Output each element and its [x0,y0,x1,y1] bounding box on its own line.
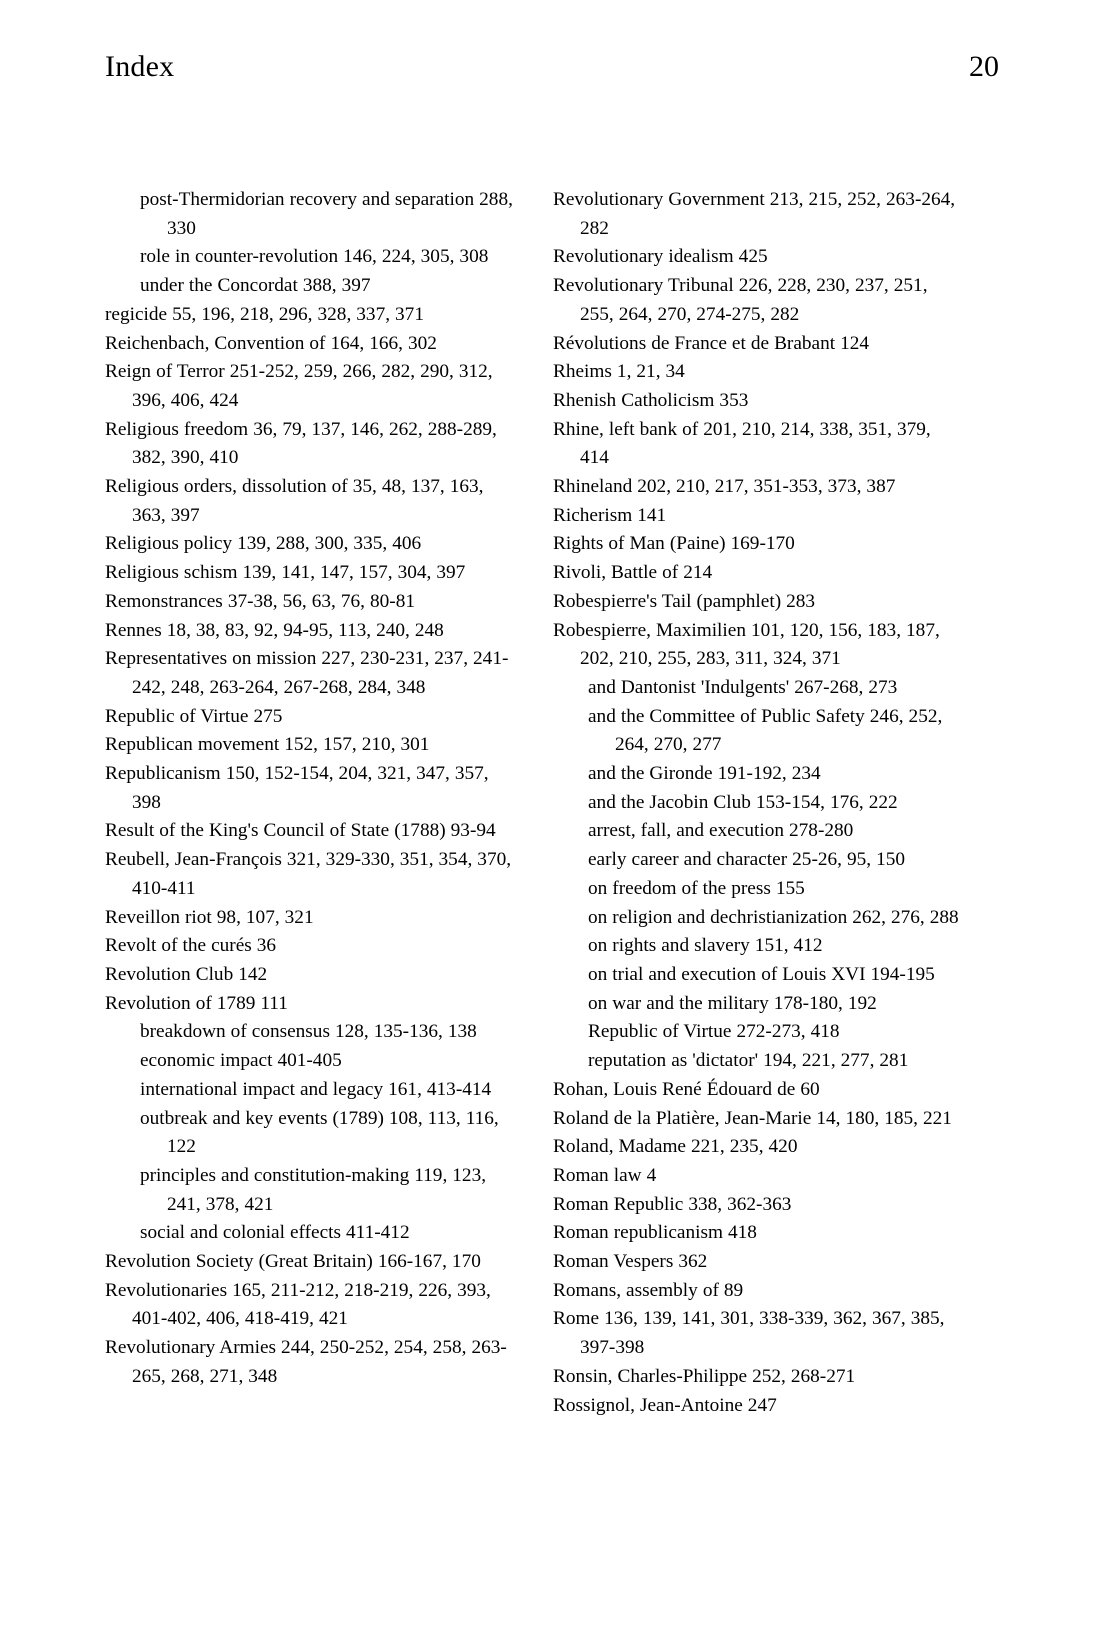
index-entry: Roland de la Platière, Jean-Marie 14, 180, 185, 221 [553,1107,952,1129]
index-entry: Rights of Man (Paine) 169-170 [553,533,795,555]
index-entry: Reichenbach, Convention of 164, 166, 302 [105,332,437,354]
index-subentry: Republic of Virtue 272-273, 418 [588,1021,840,1043]
index-subentry: on war and the military 178-180, 192 [588,992,877,1014]
page-header [105,52,999,82]
index-entry: Rhenish Catholicism 353 [553,389,749,411]
index-entry: Roman Vespers 362 [553,1251,708,1273]
index-entry: Religious orders, dissolution of 35, 48, 137, 163, 363, 397 [105,476,484,526]
index-entry: Representatives on mission 227, 230-231, 237, 241-242, 248, 263-264, 267-268, 284, 348 [105,648,509,698]
index-entry: Rohan, Louis René Édouard de 60 [553,1078,820,1100]
index-entry: Rhineland 202, 210, 217, 351-353, 373, 387 [553,476,896,498]
index-entry: Rheims 1, 21, 34 [553,361,685,383]
index-entry: Rome 136, 139, 141, 301, 338-339, 362, 367, 385, 397-398 [553,1308,945,1359]
page-title: Index [105,50,175,83]
index-entry: Roman republicanism 418 [553,1222,757,1244]
index-entry: Rhine, left bank of 201, 210, 214, 338, 351, 379, 414 [553,418,931,469]
index-subentry: under the Concordat 388, 397 [140,275,371,297]
index-entry: Revolutionary idealism 425 [553,246,768,268]
index-entry: Remonstrances 37-38, 56, 63, 76, 80-81 [105,590,415,612]
index-subentry: economic impact 401-405 [140,1050,342,1072]
index-entry: Republic of Virtue 275 [105,705,283,727]
index-subentry: arrest, fall, and execution 278-280 [588,820,854,842]
page-number: 20 [969,50,999,83]
index-subentry: on rights and slavery 151, 412 [588,935,823,957]
index-subentry: principles and constitution-making 119, 123, 241, 378, 421 [140,1164,487,1215]
index-entry: Revolutionaries 165, 211-212, 218-219, 226, 393, 401-402, 406, 418-419, 421 [105,1279,491,1330]
index-entry: Rivoli, Battle of 214 [553,562,713,584]
index-subentry: on trial and execution of Louis XVI 194-195 [588,963,935,985]
index-entry: Revolutionary Tribunal 226, 228, 230, 237, 251, 255, 264, 270, 274-275, 282 [553,275,928,325]
index-entry: Roland, Madame 221, 235, 420 [553,1136,798,1158]
index-entry: Revolution Club 142 [105,963,268,985]
index-entry: Religious policy 139, 288, 300, 335, 406 [105,533,422,555]
index-subentry: role in counter-revolution 146, 224, 305, 308 [140,246,489,268]
index-entry: Rennes 18, 38, 83, 92, 94-95, 113, 240, 248 [105,619,444,641]
index-entry: Robespierre, Maximilien 101, 120, 156, 183, 187, 202, 210, 255, 283, 311, 324, 371 [553,619,940,670]
index-entry: Roman law 4 [553,1164,657,1186]
index-entry: Religious freedom 36, 79, 137, 146, 262, 288-289, 382, 390, 410 [105,418,497,469]
index-entry: Rossignol, Jean-Antoine 247 [553,1394,777,1416]
index-subentry: on freedom of the press 155 [588,877,805,899]
index-entry: Religious schism 139, 141, 147, 157, 304, 397 [105,562,466,584]
index-entry: Result of the King's Council of State (1788) 93-94 [105,820,496,842]
index-subentry: international impact and legacy 161, 413-414 [140,1078,492,1100]
index-column-left [105,186,515,1420]
index-entry: Reveillon riot 98, 107, 321 [105,906,314,928]
index-entry: regicide 55, 196, 218, 296, 328, 337, 371 [105,303,424,325]
index-entry: Revolutionary Armies 244, 250-252, 254, 258, 263-265, 268, 271, 348 [105,1337,507,1387]
index-entry: Richerism 141 [553,504,667,526]
index-column-right [553,186,963,1420]
index-entry: Revolution of 1789 111 [105,992,288,1014]
index-entry: Révolutions de France et de Brabant 124 [553,332,870,354]
index-entry: Romans, assembly of 89 [553,1279,744,1301]
index-entry: Ronsin, Charles-Philippe 252, 268-271 [553,1365,856,1387]
index-entry: Roman Republic 338, 362-363 [553,1193,792,1215]
index-subentry: early career and character 25-26, 95, 150 [588,849,906,871]
index-subentry: reputation as 'dictator' 194, 221, 277, 281 [588,1050,909,1072]
index-subentry: and Dantonist 'Indulgents' 267-268, 273 [588,676,898,698]
index-entry: Reign of Terror 251-252, 259, 266, 282, 290, 312, 396, 406, 424 [105,361,493,411]
index-subentry: and the Gironde 191-192, 234 [588,763,821,785]
index-subentry: and the Committee of Public Safety 246, 252, 264, 270, 277 [588,705,943,756]
index-entry: Republican movement 152, 157, 210, 301 [105,734,430,756]
index-entry: Republicanism 150, 152-154, 204, 321, 347, 357, 398 [105,763,489,813]
index-subentry: on religion and dechristianization 262, 276, 288 [588,906,959,928]
index-entry: Revolt of the curés 36 [105,935,277,957]
index-subentry: social and colonial effects 411-412 [140,1222,410,1244]
index-entry: Reubell, Jean-François 321, 329-330, 351, 354, 370, 410-411 [105,849,512,899]
index-entry: Revolutionary Government 213, 215, 252, 263-264, 282 [553,189,956,239]
index-entry: Robespierre's Tail (pamphlet) 283 [553,590,816,612]
index-subentry: breakdown of consensus 128, 135-136, 138 [140,1021,477,1043]
index-subentry: and the Jacobin Club 153-154, 176, 222 [588,791,898,813]
index-columns [105,186,999,1420]
index-subentry: outbreak and key events (1789) 108, 113, 116, 122 [140,1107,499,1158]
index-subentry: post-Thermidorian recovery and separation 288, 330 [140,189,513,239]
index-entry: Revolution Society (Great Britain) 166-167, 170 [105,1251,481,1273]
